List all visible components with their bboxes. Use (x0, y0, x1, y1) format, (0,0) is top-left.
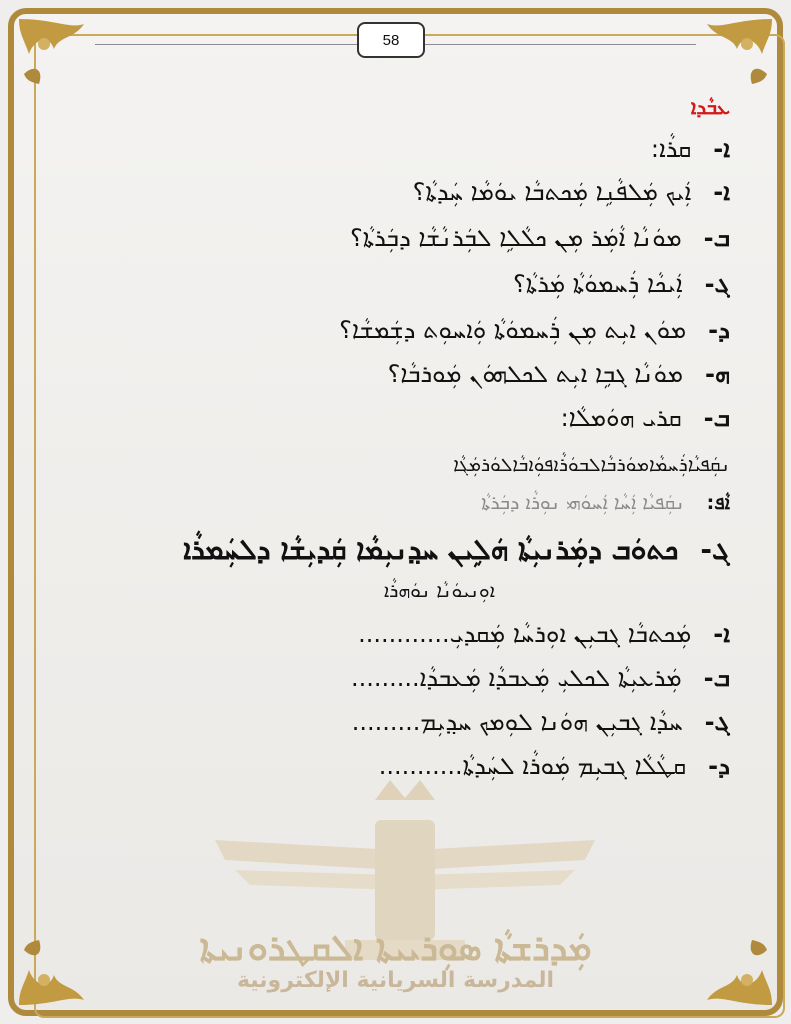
fill-in-line (351, 664, 730, 692)
item-marker: ܒ- (703, 224, 730, 252)
exercise-line (339, 316, 730, 344)
item-marker: ܓ- (700, 533, 730, 566)
example-line (481, 492, 730, 514)
item-marker: ܐܵܦ: (706, 492, 730, 514)
section-title: ܥܒܵܕܐ (690, 95, 730, 119)
item-marker: ܐ- (713, 178, 730, 206)
page-number: 58 (357, 22, 425, 58)
school-name-arabic: المدرسة السريانية الإلكترونية (236, 968, 555, 993)
item-marker: ܐ- (713, 620, 730, 648)
school-name-syriac: ܡܲܕܪܫܬܵܐ ܣܘܼܪܝܝܬܐ ܐܠܩܛܪܘܢܝܬܐ (199, 928, 592, 969)
item-text: ܐܲܝܟܵܐ ܪܲܚܡܘܿܬܵܐ ܡܲܪܬܵܐ؟ (513, 270, 683, 298)
exercise-line (561, 404, 730, 432)
item-marker: ܒ- (703, 404, 730, 432)
item-text: ܩܪܵܐ: (650, 135, 692, 163)
item-text: ܡܲܪܥܝܼܬܵܐ ܠܟܠܝܼ ܡܲܥܒܕܵܐ ܡܲܥܒܕܵܐ......... (350, 664, 682, 692)
item-text: ܡܘܿܢ ܐܝܼܬ ܡܼܢ ܪܲܚܡܘܿܬܵܐ ܘܲܐܚܘܼܬ ܕܫܲܡܫܵܐ؟ (339, 316, 687, 344)
item-marker: ܗ- (705, 360, 730, 388)
item-text: ܡܘܿܢܵܐ ܓܒܹܐ ܐܝܼܬ ܠܟܠܗܘܿܢ ܡܲܘܪܒܵܐ؟ (387, 360, 683, 388)
item-marker: ܐ- (713, 135, 730, 163)
item-marker: ܓ- (704, 708, 730, 736)
item-text: ܐܲܝܟ ܡܲܠܦܵܢܹܐ ܡܲܟܬܒܵܐ ܝܘܿܡܵܐ ܚܲܕܬܵܐ؟ (412, 178, 692, 206)
item-text: ܚܕܵܐ ܓܒܝܼܢ ܗܘܿܢܐ ܠܘܼܡܟ ܚܕ݂ܝܼܡ......... (351, 708, 683, 736)
item-text: ܡܘܿܢܵܐ ܐܵܡܲܪ ܡܼܢ ܟܠܵܠܹܐ ܠܒܲܪܢܵܫܵܐ ܕܒܲܪܬܵܐ؟ (349, 224, 682, 252)
ornament-corner-icon (14, 14, 104, 104)
item-marker: ܕ- (708, 752, 730, 780)
exercise-line (388, 360, 730, 388)
exercise-heading (183, 533, 730, 567)
item-text: ܢܩܲܦܝܵܐ ܐܲܚܵܐ ܐܲܚܘܿܗܝ ܢܘܼܪܵܐ ܕܒܲܪܬܵܐ (481, 492, 685, 514)
fill-in-line (352, 708, 730, 736)
item-marker: ܓ- (704, 270, 730, 298)
item-marker: ܒ- (703, 664, 730, 692)
item-marker: ܕ- (708, 316, 730, 344)
exercise-line (413, 178, 730, 206)
joined-letters-line: ܢܩܲܦܝܵܐܪܲܚܡܵܐܡܘܿܪܒܵܐܠܒܘܿܪܵܐܦܘܲܐܒܵܐܠܘܿܪܡܲܓܵܐ (453, 454, 730, 476)
fill-in-line (358, 620, 730, 648)
exercise-line (651, 135, 730, 163)
item-text: ܡܲܟܬܒܵܐ ܓܒܝܼܢ ܐܘܼܪܚܵܐ ܡܲܩܕܝܼ............ (358, 620, 692, 648)
exercise-line (513, 270, 730, 298)
item-text: ܩܪܝ ܗܘܿܡܠܵܐ: (560, 404, 682, 432)
word-bank: ܐܘܼܢܝܘܿܢܵܐ ܢܘܿܗܪܵܐ (383, 580, 495, 602)
ornament-corner-icon (687, 14, 777, 104)
exercise-line (350, 224, 730, 252)
fill-in-line (379, 752, 730, 780)
item-text: ܟܬܘܿܒ ܕܡܲܪܢܝܼܬܵܐ ܗܿܠܹܝܢ ܚܕ݂ܢܝܼܡܵܐ ܩܲܕܝܼܫܵܐ ܕܠܚܲܡܪܵܐ (183, 533, 679, 566)
item-text: ܩܛܵܠܵܐ ܓܒܝܼܡ ܡܲܘܪܵܐ ܠܚܲܕܬܵܐ........... (378, 752, 687, 780)
